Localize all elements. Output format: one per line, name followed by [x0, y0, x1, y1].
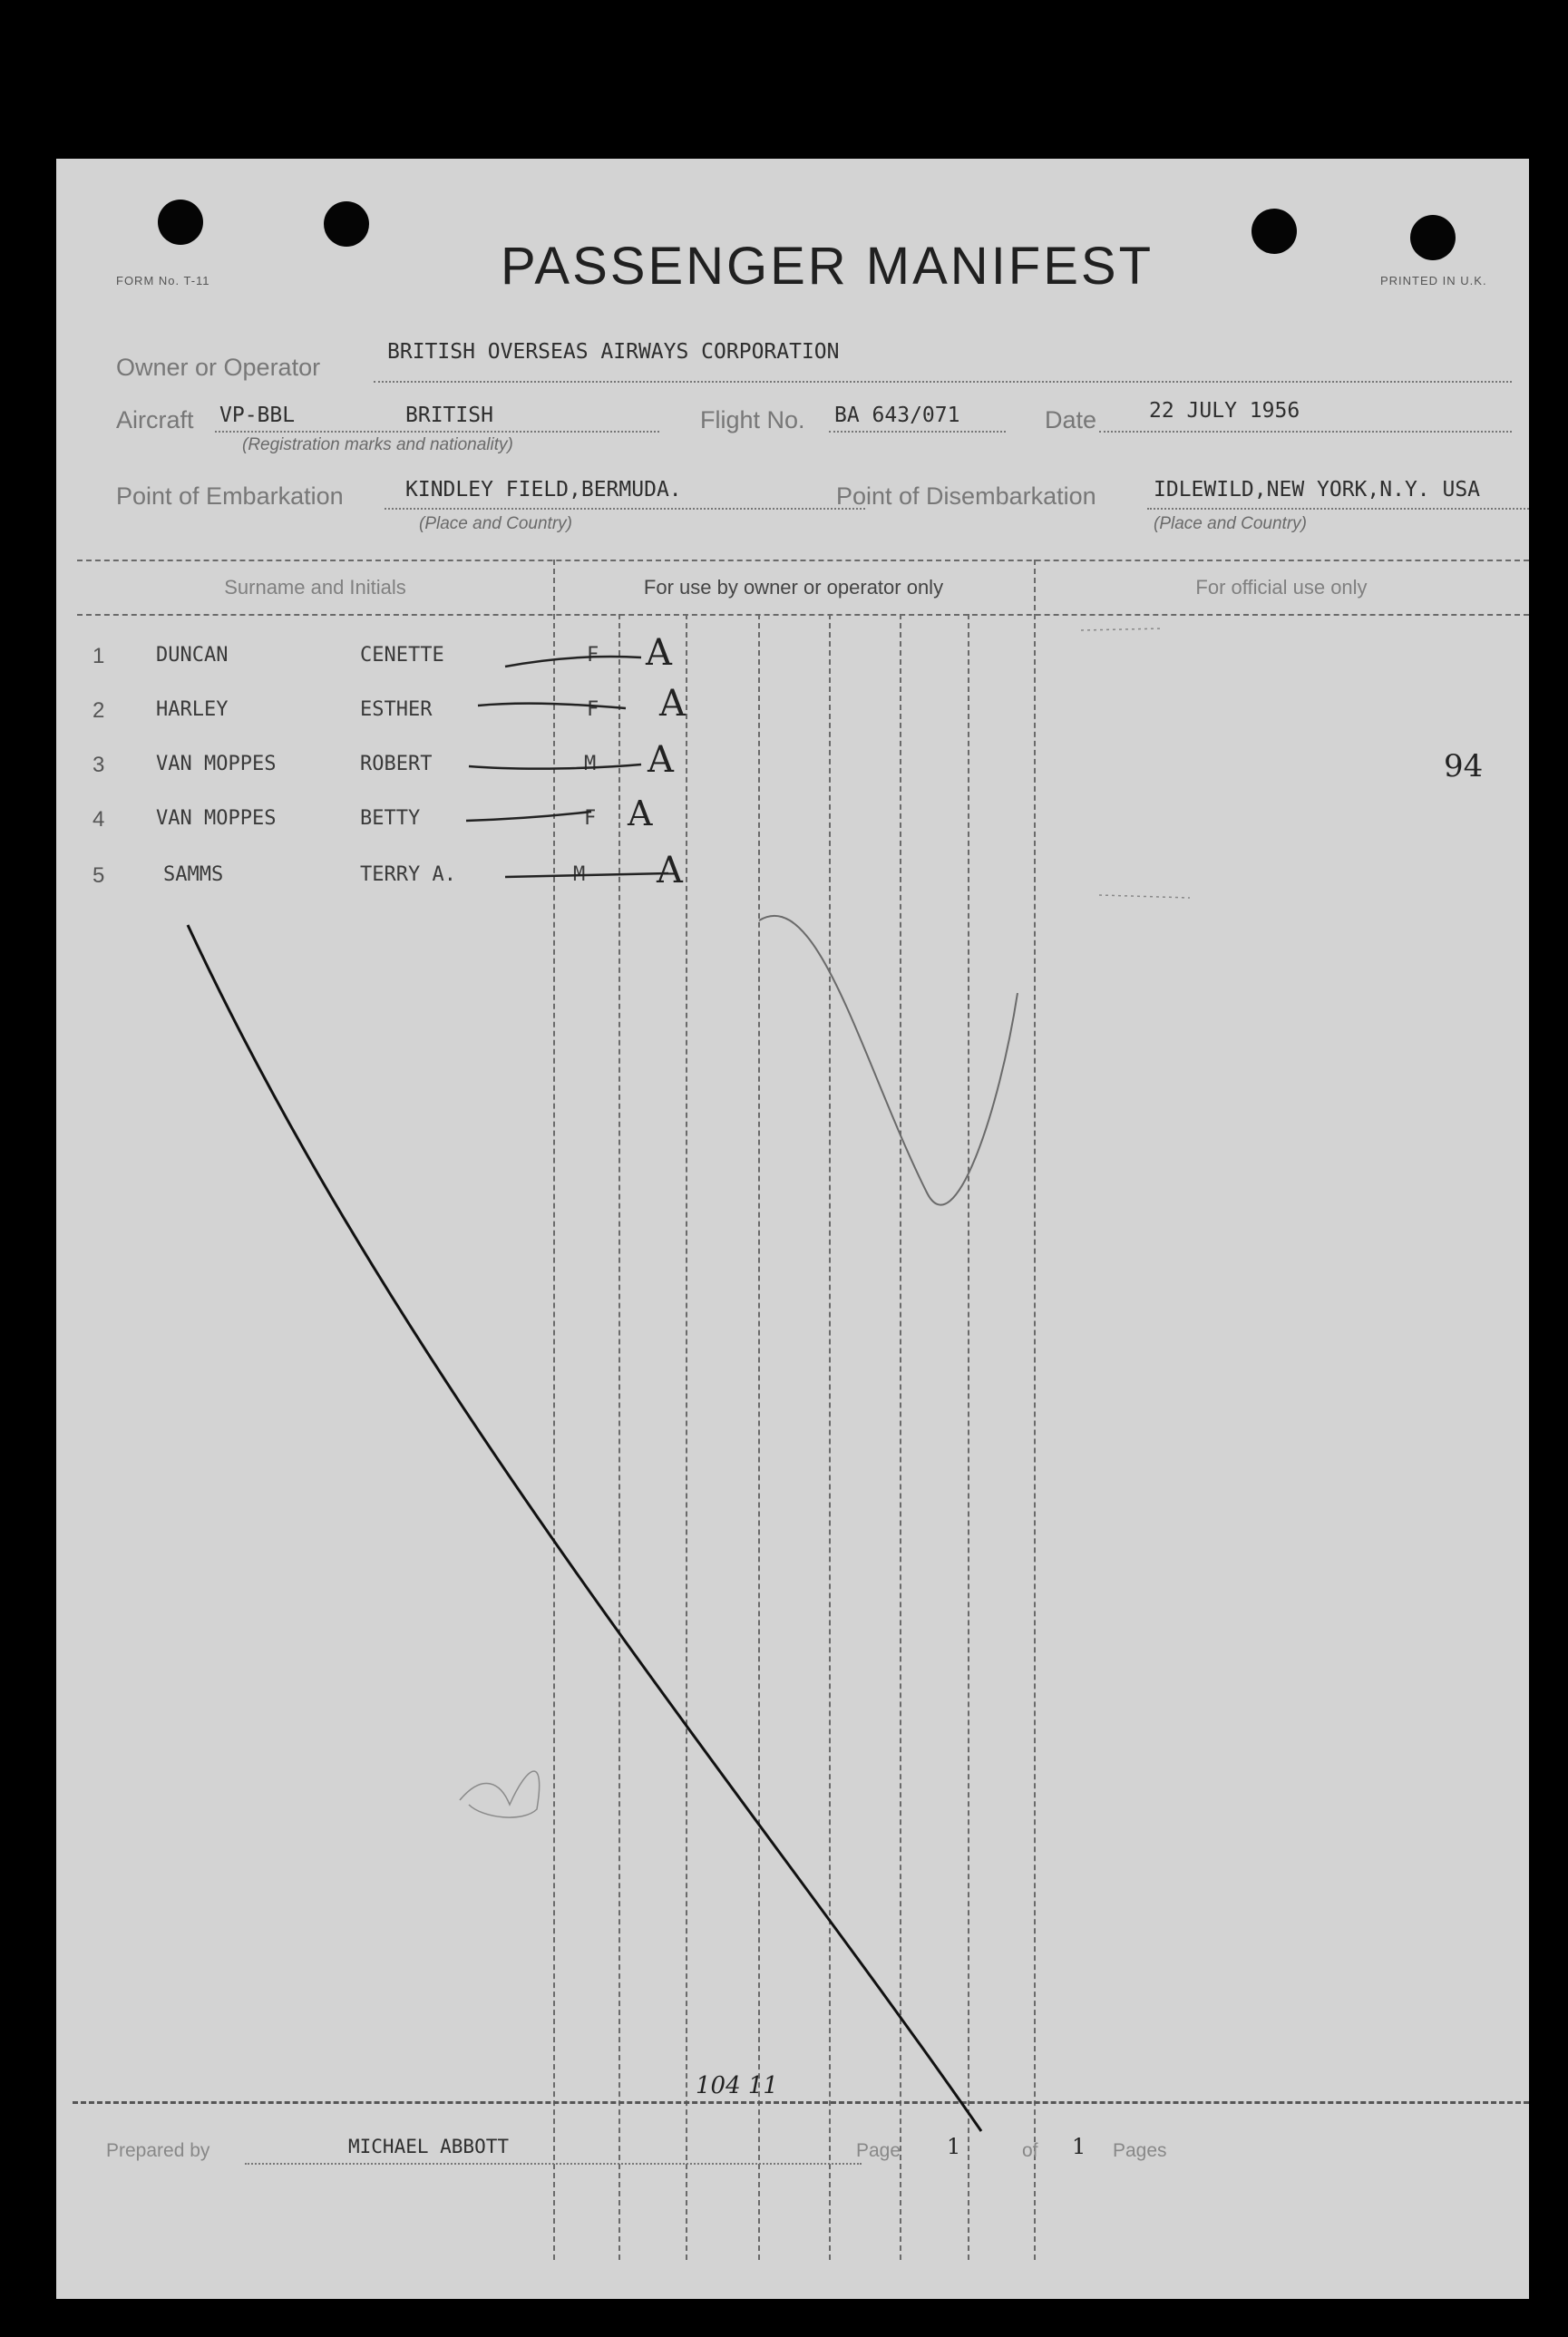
passenger-given-name: CENETTE [360, 644, 444, 667]
page-label: Page [856, 2140, 901, 2161]
bottom-handwritten-note: 104 11 [696, 2072, 778, 2099]
embarkation-value: KINDLEY FIELD,BERMUDA. [405, 478, 682, 501]
passenger-given-name: TERRY A. [360, 863, 456, 886]
row-number: 5 [93, 863, 105, 888]
of-label: of [1022, 2140, 1038, 2161]
aircraft-label: Aircraft [116, 406, 194, 433]
passenger-sex: F [587, 644, 599, 667]
form-number: FORM No. T-11 [116, 274, 210, 287]
row-number: 4 [93, 807, 105, 832]
passenger-given-name: ESTHER [360, 698, 433, 721]
official-dotted-line [1099, 895, 1190, 898]
tick-line [469, 764, 641, 769]
passenger-surname: DUNCAN [156, 644, 229, 667]
printed-note: PRINTED IN U.K. [1380, 274, 1487, 287]
flight-value: BA 643/071 [834, 404, 960, 427]
official-dotted-line [1081, 628, 1163, 630]
prepared-by-value: MICHAEL ABBOTT [348, 2136, 510, 2157]
passenger-sex: F [584, 807, 597, 830]
row-number: 2 [93, 698, 105, 723]
tick-line [478, 704, 626, 708]
pencil-stroke [759, 916, 1018, 1205]
column-header-surname: Surname and Initials [224, 576, 406, 599]
passenger-mark: A [646, 632, 672, 674]
official-use-number: 94 [1444, 748, 1484, 784]
pages-label: Pages [1113, 2140, 1167, 2161]
passenger-given-name: ROBERT [360, 753, 433, 775]
passenger-surname: VAN MOPPES [156, 753, 277, 775]
passenger-surname: VAN MOPPES [156, 807, 277, 830]
faint-scribble [460, 1771, 540, 1817]
aircraft-caption: (Registration marks and nationality) [242, 435, 513, 454]
prepared-by-label: Prepared by [106, 2140, 210, 2161]
passenger-mark: A [628, 794, 653, 833]
embarkation-label: Point of Embarkation [116, 482, 344, 510]
date-label: Date [1045, 406, 1097, 433]
passenger-mark: A [648, 739, 674, 781]
embarkation-caption: (Place and Country) [419, 514, 572, 533]
passenger-surname: HARLEY [156, 698, 229, 721]
aircraft-nationality: BRITISH [405, 404, 493, 427]
column-header-official-use: For official use only [1195, 576, 1368, 599]
pen-strokes [56, 159, 1529, 2299]
manifest-sheet [56, 159, 1529, 2299]
passenger-sex: M [584, 753, 597, 775]
flight-label: Flight No. [700, 406, 805, 433]
page-title: PASSENGER MANIFEST [501, 237, 1154, 296]
row-number: 3 [93, 753, 105, 777]
owner-value: BRITISH OVERSEAS AIRWAYS CORPORATION [387, 340, 840, 364]
tick-line [505, 657, 641, 667]
passenger-surname: SAMMS [163, 863, 224, 886]
disembarkation-value: IDLEWILD,NEW YORK,N.Y. USA [1154, 478, 1481, 501]
cancel-stroke [188, 925, 981, 2131]
passenger-mark: A [657, 850, 683, 891]
tick-line [466, 812, 591, 821]
tick-line [505, 873, 668, 877]
passenger-sex: M [573, 863, 586, 886]
row-number: 1 [93, 644, 105, 668]
aircraft-registration: VP-BBL [219, 404, 296, 427]
passenger-mark: A [659, 683, 686, 725]
disembarkation-label: Point of Disembarkation [836, 482, 1096, 510]
disembarkation-caption: (Place and Country) [1154, 514, 1307, 533]
column-header-owner-use: For use by owner or operator only [643, 576, 944, 599]
date-value: 22 JULY 1956 [1149, 399, 1300, 423]
passenger-sex: F [587, 698, 599, 721]
passenger-given-name: BETTY [360, 807, 421, 830]
owner-label: Owner or Operator [116, 354, 321, 381]
page-number: 1 [947, 2134, 961, 2159]
total-pages: 1 [1072, 2134, 1086, 2159]
